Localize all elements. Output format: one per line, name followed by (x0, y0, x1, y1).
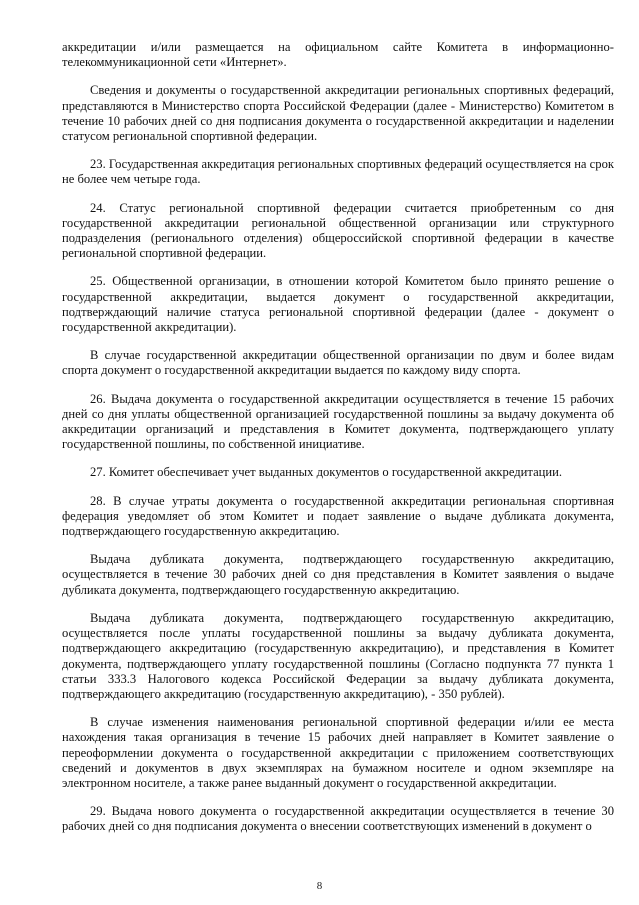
paragraph-25: 25. Общественной организации, в отношении которой Комитетом было принято решение о государственной аккредитации, выдается документ о государственной аккредитации, подтверждающий наличие статуса региональной спортивной федерации (далее - документ о государственной аккредитации). (62, 274, 614, 335)
page-number: 8 (316, 880, 323, 892)
paragraph-28-name-change: В случае изменения наименования региональной спортивной федерации и/или ее места нахождения такая организация в течение 15 рабочих дней направляет в Комитет заявление о переоформлении документа о государственной аккредитации с приложением соответствующих сведений и документов в двух экземплярах на бумажном носителе и одном экземпляре на электронном носителе, а также ранее выданный документ о государственной аккредитации. (62, 715, 614, 790)
paragraph-29: 29. Выдача нового документа о государственной аккредитации осуществляется в течение 30 рабочих дней со дня подписания документа о внесении соответствующих изменений в документ о (62, 804, 614, 834)
paragraph-24: 24. Статус региональной спортивной федерации считается приобретенным со дня государственной аккредитации региональной общественной организации или структурного подразделения (регионального отделения) общероссийской спортивной федерации в качестве региональной спортивной федерации. (62, 200, 614, 261)
paragraph-23: 23. Государственная аккредитация региональных спортивных федераций осуществляется на срок не более чем четыре года. (62, 157, 614, 187)
paragraph-26: 26. Выдача документа о государственной аккредитации осуществляется в течение 15 рабочих дней со дня уплаты общественной организацией государственной пошлины за выдачу документа об аккредитации организаций и представления в Комитет документа, подтверждающего уплату государственной пошлины, по собственной инициативе. (62, 391, 614, 452)
paragraph-continuation: аккредитации и/или размещается на официальном сайте Комитета в информационно-телекоммуникационной сети «Интернет». (62, 40, 614, 70)
paragraph-25-multiple-sports: В случае государственной аккредитации общественной организации по двум и более видам спорта документ о государственной аккредитации выдается по каждому виду спорта. (62, 348, 614, 378)
paragraph-27: 27. Комитет обеспечивает учет выданных документов о государственной аккредитации. (90, 465, 563, 480)
paragraph-28: 28. В случае утраты документа о государственной аккредитации региональная спортивная федерация уведомляет об этом Комитет и подает заявление о выдаче дубликата документа, подтверждающего государственную аккредитацию. (62, 493, 614, 539)
paragraph-28-duplicate-fee: Выдача дубликата документа, подтверждающего государственную аккредитацию, осуществляется после уплаты государственной пошлины за выдачу дубликата документа, подтверждающего аккредитацию (государственную аккредитацию), и представления в Комитет документа, подтверждающего уплату государственной пошлины (Согласно подпункта 77 пункта 1 статьи 333.3 Налогового кодекса Российской Федерации за выдачу дубликата документа, подтверждающего аккредитацию (государственную аккредитацию), - 350 рублей). (62, 610, 614, 701)
paragraph-28-duplicate-term: Выдача дубликата документа, подтверждающего государственную аккредитацию, осуществляется в течение 30 рабочих дней со дня представления в Комитет заявления о выдаче дубликата документа, подтверждающего государственную аккредитацию. (62, 552, 614, 597)
paragraph-info-docs: Сведения и документы о государственной аккредитации региональных спортивных федераций, представляются в Министерство спорта Российской Федерации (далее - Министерство) Комитетом в течение 10 рабочих дней со дня подписания документа о государственной аккредитации и наделении статусом региональной спортивной федерации. (62, 83, 614, 144)
document-page (62, 40, 614, 848)
